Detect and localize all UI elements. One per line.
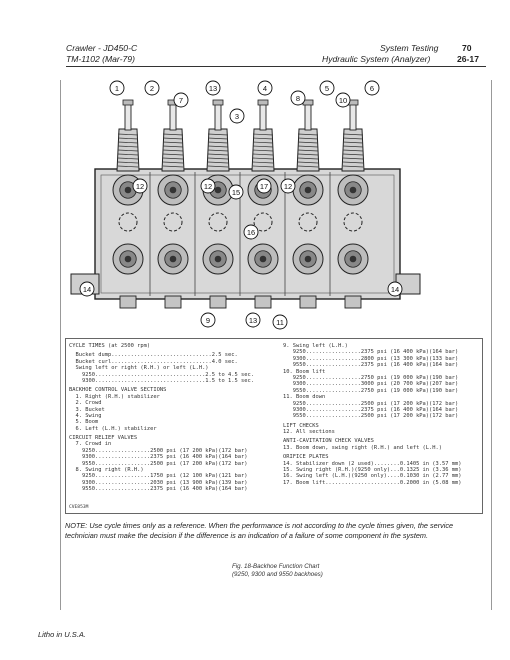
lever [117,100,139,171]
header-section: System Testing [380,43,439,53]
group-number: 70 [462,43,472,53]
callout [257,179,271,193]
callout-label: 4 [262,83,268,93]
header-rule [66,66,486,67]
callout [258,81,272,95]
chart-line: BACKHOE CONTROL VALVE SECTIONS [69,387,167,394]
control-valve-illustration [65,74,425,334]
lever [342,100,364,171]
callout [273,315,287,329]
litho-footer: Litho in U.S.A. [38,630,86,639]
callout [244,225,258,239]
figure-caption-subtitle: (9250, 9300 and 9550 backhoes) [232,571,323,578]
callout-label: 13 [248,315,258,325]
chart-line: 9550.................2375 psi (16 400 kPa)(164 bar) [283,362,459,369]
page-number: 26-17 [457,54,479,64]
callout-label: 8 [295,93,301,103]
right-margin-rule [491,80,492,610]
chart-right-column [283,343,483,486]
callout-label: 16 [246,227,256,237]
callout [230,109,244,123]
chart-line: 5. Boom [69,419,99,426]
chart-line: 2. Crowd [69,400,102,407]
callout-label: 13 [208,83,218,93]
chart-line: 16. Swing left (L.H.)(9250 only)....0.1030 in (2.77 mm) [283,473,462,480]
callout-label: 12 [283,181,293,191]
callout [80,282,94,296]
backhoe-function-chart [65,338,483,514]
figure-caption [232,563,323,579]
chart-line: ORIFICE PLATES [283,454,329,461]
chart-line: 9250..................................2.5 to 4.5 sec. [69,371,254,378]
callout [291,91,305,105]
chart-line: 9300.................2375 psi (16 400 kPa)(164 bar) [283,406,459,413]
callout [388,282,402,296]
lever [297,100,319,171]
lever [162,100,184,171]
chart-line: CYCLE TIMES (at 2500 rpm) [69,343,151,349]
callout [133,179,147,193]
callout [206,81,220,95]
figure-caption-title: Fig. 18-Backhoe Function Chart [232,563,320,570]
header-group-number [462,43,472,53]
chart-line: 9250.................2375 psi (16 400 kPa)(164 bar) [283,349,459,356]
chart-line: 8. Swing right (R.H.) [69,467,144,474]
header-left-title: Crawler - JD450-C [66,43,138,53]
fitting [210,296,226,308]
fitting [120,296,136,308]
chart-line: ANTI-CAVITATION CHECK VALVES [283,438,374,445]
lever [207,100,229,171]
callout-label: 11 [276,317,284,327]
header-left-subtitle: TM-1102 (Mar-79) [66,54,135,64]
fitting [300,296,316,308]
chart-line: 9550.................2500 psi (17 200 kPa)(172 bar) [283,413,459,420]
callout [336,93,350,107]
chart-line: 15. Swing right (R.H.)(9250 only)...0.1325 in (3.36 mm) [283,467,462,474]
callout [281,179,295,193]
chart-line: 9300..................................1.5 to 1.5 sec. [69,377,254,384]
left-margin-rule [60,80,61,610]
chart-line: 10. Boom lift [283,368,326,375]
callout-label: 7 [178,95,184,105]
callout [201,179,215,193]
chart-line: 12. All sections [283,429,335,436]
callout [365,81,379,95]
chart-line: 9250.................2750 psi (19 000 kPa)(190 bar) [283,374,459,381]
cycle-time-note: NOTE: Use cycle times only as a reference. When the performance is not according to the cycle times given, the service technician must make the decision if the difference is an indication of a failure of some component in the system. [65,521,454,540]
fitting [165,296,181,308]
callout-label: 6 [369,83,375,93]
callout-label: 5 [324,83,330,93]
chart-line: 9250.................1750 psi (12 100 kPa)(121 bar) [69,473,248,480]
chart-line: 9300.................3000 psi (20 700 kPa)(207 bar) [283,381,459,388]
callout [110,81,124,95]
callout-label: 15 [231,187,241,197]
lever [252,100,274,171]
chart-line: CIRCUIT RELIEF VALVES [69,435,138,442]
chart-line: 9550.................2375 psi (16 400 kPa)(164 bar) [69,486,248,493]
chart-line: 9300.................2800 psi (13 300 kPa)(133 bar) [283,355,459,362]
chart-line: 9. Swing left (L.H.) [283,343,348,349]
chart-line: 9250.................2500 psi (17 200 kPa)(172 bar) [69,447,248,454]
callout-label: 2 [149,83,155,93]
fitting [255,296,271,308]
chart-line: Bucket curl...............................4.0 sec. [69,358,238,365]
chart-line: 9300.................2375 psi (16 400 kPa)(164 bar) [69,454,248,461]
callout [229,185,243,199]
chart-line: 7. Crowd in [69,441,112,448]
callout-label: 12 [135,181,145,191]
callout-label: 14 [82,284,92,294]
fitting [345,296,361,308]
chart-line: Bucket dump...............................2.5 sec. [69,352,238,359]
callout-label: 14 [390,284,400,294]
callout-label: 9 [205,315,211,325]
callout-label: 3 [234,111,240,121]
callout [145,81,159,95]
chart-line: 4. Swing [69,412,102,419]
chart-left-column [69,343,272,493]
chart-line: 9300.................2030 psi (13 900 kPa)(139 bar) [69,479,248,486]
chart-line: 1. Right (R.H.) stabilizer [69,393,160,400]
callout-label: 10 [338,95,348,105]
chart-line: 14. Stabilizer down (2 used)........0.1405 in (3.57 mm) [283,460,462,467]
chart-line: 17. Boom lift.......................0.2000 in (5.08 mm) [283,479,462,486]
chart-line: 9550.................2750 psi (19 000 kPa)(190 bar) [283,387,459,394]
chart-reference-id: CVE853M [69,504,89,510]
chart-line: LIFT CHECKS [283,422,319,429]
chart-line: 3. Bucket [69,406,105,413]
callout [320,81,334,95]
chart-line: Swing left or right (R.H.) or left (L.H.) [69,365,209,372]
callout [174,93,188,107]
chart-line: 9550.................2500 psi (17 200 kPa)(172 bar) [69,460,248,467]
chart-line: 6. Left (L.H.) stabilizer [69,425,157,432]
callout-label: 17 [259,181,269,191]
callout-label: 12 [203,181,213,191]
callout [201,313,215,327]
chart-line: 9250.................2500 psi (17 200 kPa)(172 bar) [283,400,459,407]
callout [246,313,260,327]
header-page-number [457,54,479,64]
chart-line: 13. Boom down, swing right (R.H.) and left (L.H.) [283,444,443,451]
header-subsection: Hydraulic System (Analyzer) [322,54,431,64]
callout-label: 1 [114,83,120,93]
chart-line: 11. Boom down [283,394,326,401]
